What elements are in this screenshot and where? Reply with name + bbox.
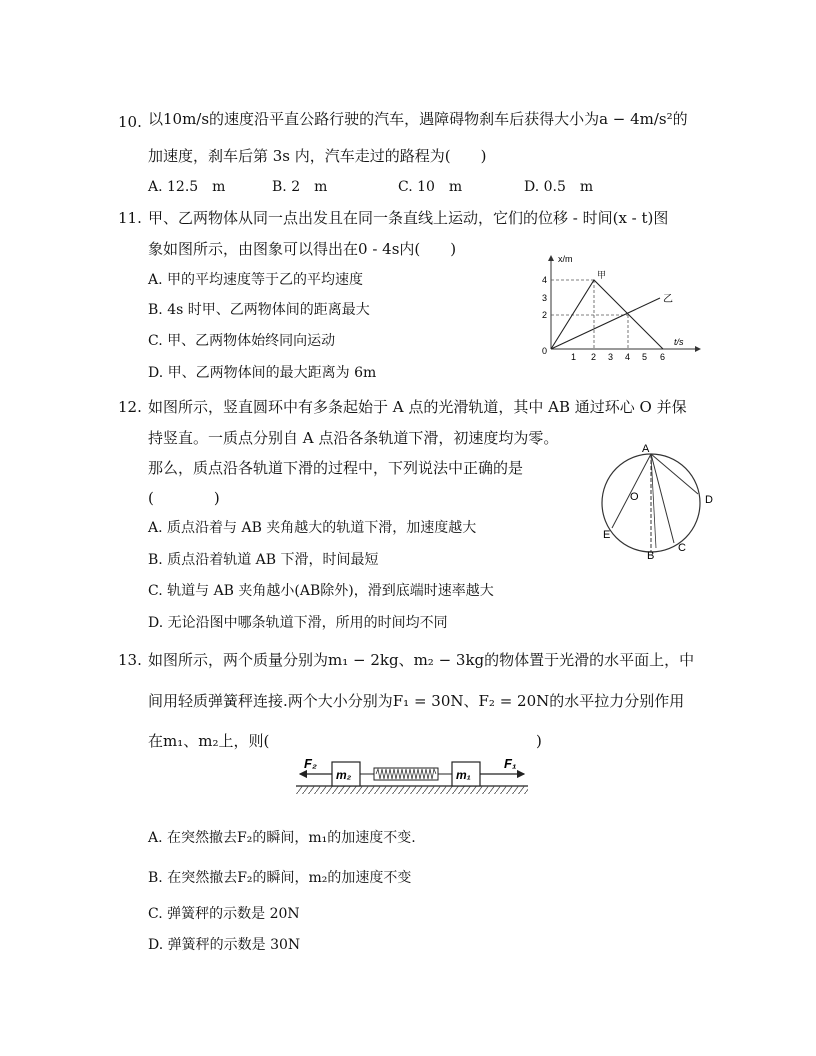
q13-option-c: C. 弹簧秤的示数是 20N — [148, 906, 300, 922]
q10-stem-line2: 加速度，刹车后第 3s 内，汽车走过的路程为( ) — [148, 147, 487, 165]
q11-option-c: C. 甲、乙两物体始终同向运动 — [148, 333, 336, 349]
q11-option-b: B. 4s 时甲、乙两物体间的距离最大 — [148, 302, 370, 318]
q11-graph-x-tick: 6 — [660, 352, 666, 362]
q11-option-d: D. 甲、乙两物体间的最大距离为 6m — [148, 365, 377, 381]
q11-graph-x-tick: 2 — [591, 352, 597, 362]
q12-stem-line2: 持竖直。一质点分别自 A 点沿各条轨道下滑，初速度均为零。 — [148, 429, 559, 447]
q12-option-b: B. 质点沿着轨道 AB 下滑，时间最短 — [148, 552, 379, 568]
q11-graph-label-yi: 乙 — [663, 294, 673, 305]
q10-option-b: B. 2 m — [272, 179, 328, 195]
q13-stem-line3: 在m₁、m₂上，则( — [148, 732, 270, 750]
q12-stem-line3: 那么，质点沿各轨道下滑的过程中，下列说法中正确的是 — [148, 459, 524, 477]
q11-stem-line1: 甲、乙两物体从同一点出发且在同一条直线上运动，它们的位移 - 时间(x - t)图 — [148, 209, 669, 227]
q13-number: 13. — [118, 651, 142, 669]
q11-graph-x-label: t/s — [674, 337, 684, 347]
q13-option-d: D. 弹簧秤的示数是 30N — [148, 937, 301, 953]
q12-track-ac — [651, 454, 674, 543]
q10-option-a: A. 12.5 m — [148, 179, 226, 195]
q10-option-d: D. 0.5 m — [524, 179, 594, 195]
q13-label-f2: F₂ — [304, 756, 317, 771]
q12-label-o: O — [630, 491, 639, 503]
q11-graph-x-tick: 5 — [642, 352, 648, 362]
q11-graph-y-tick: 4 — [542, 275, 548, 285]
q12-option-d: D. 无论沿图中哪条轨道下滑，所用的时间均不同 — [148, 615, 448, 631]
q11-graph-y-tick: 3 — [542, 293, 548, 303]
q11-stem-line2: 象如图所示，由图象可以得出在0 - 4s内( ) — [148, 240, 457, 258]
q13-spring-figure — [292, 752, 532, 802]
q12-number: 12. — [118, 398, 142, 416]
q11-xt-graph — [538, 250, 708, 370]
q11-graph-y-label: x/m — [558, 254, 573, 264]
q11-number: 11. — [118, 209, 142, 227]
q12-stem-line4: ( ) — [148, 489, 220, 507]
q11-graph-line-jia — [551, 280, 663, 349]
q13-label-m2: m₂ — [336, 768, 352, 782]
q12-stem-line1: 如图所示，竖直圆环中有多条起始于 A 点的光滑轨道，其中 AB 通过环心 O 并保 — [148, 398, 687, 416]
q11-graph-origin: 0 — [542, 346, 548, 356]
q11-graph-x-tick: 4 — [625, 352, 631, 362]
q12-label-c: C — [678, 542, 686, 554]
q12-option-a: A. 质点沿着与 AB 夹角越大的轨道下滑，加速度越大 — [148, 520, 477, 536]
q13-option-b: B. 在突然撤去F₂的瞬间，m₂的加速度不变 — [148, 870, 412, 886]
q10-option-c: C. 10 m — [398, 179, 463, 195]
q13-label-f1: F₁ — [504, 756, 517, 771]
q11-graph-y-tick: 2 — [542, 310, 548, 320]
q13-label-m1: m₁ — [456, 768, 471, 782]
q11-graph-x-tick: 3 — [608, 352, 614, 362]
q12-label-e: E — [603, 529, 611, 541]
q11-graph-x-tick: 1 — [571, 352, 577, 362]
q13-stem-line2: 间用轻质弹簧秤连接.两个大小分别为F₁ = 30N、F₂ = 20N的水平拉力分别作用 — [148, 692, 685, 710]
q11-graph-label-jia: 甲 — [597, 270, 607, 280]
q12-option-c: C. 轨道与 AB 夹角越小(AB除外)，滑到底端时速率越大 — [148, 583, 494, 599]
q10-stem-line1: 以10m/s的速度沿平直公路行驶的汽车，遇障碍物刹车后获得大小为a − 4m/s²的 — [148, 110, 688, 128]
q13-stem-line3-close: ) — [536, 732, 542, 750]
q10-number: 10. — [118, 113, 142, 131]
q12-label-a: A — [642, 443, 650, 455]
q11-option-a: A. 甲的平均速度等于乙的平均速度 — [148, 272, 364, 288]
q12-circle-figure — [596, 440, 726, 565]
q13-option-a: A. 在突然撤去F₂的瞬间，m₁的加速度不变. — [148, 830, 416, 846]
q12-label-b: B — [647, 550, 655, 562]
q13-stem-line1: 如图所示，两个质量分别为m₁ − 2kg、m₂ − 3kg的物体置于光滑的水平面上，中 — [148, 651, 695, 669]
q12-label-d: D — [705, 494, 713, 506]
